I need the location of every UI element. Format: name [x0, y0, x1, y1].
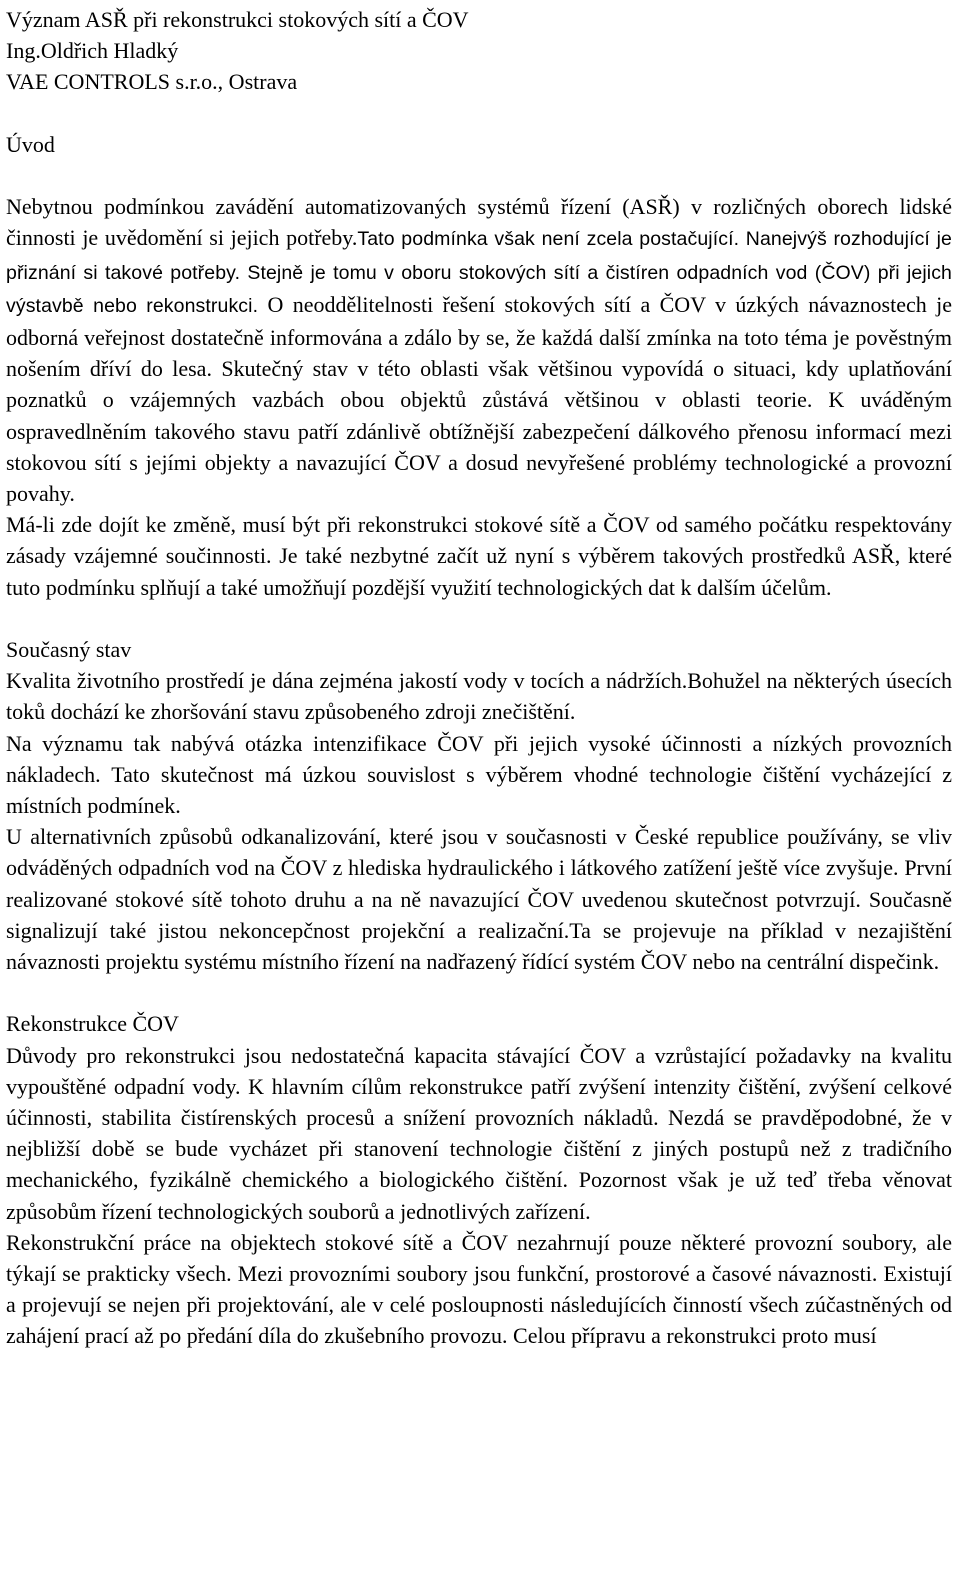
- intro-text-serif: Nebytnou podmínkou zavádění automatizovaných systémů řízení (ASŘ) v rozličných oborech lidské činnosti je uvědomění si jejich potřeby.: [6, 194, 952, 251]
- spacer: [6, 160, 952, 191]
- intro-paragraph-1: [6, 191, 952, 509]
- current-paragraph-2: Na významu tak nabývá otázka intenzifikace ČOV při jejich vysoké účinnosti a nízkých provozních nákladech. Tato skutečnost má úzkou souvislost s výběrem vhodné technologie čištění vycházející z místních podmínek.: [6, 730, 952, 819]
- section-heading-reconstruction: Rekonstrukce ČOV: [6, 1011, 179, 1037]
- document-page: [6, 4, 952, 1352]
- document-title: Význam ASŘ při rekonstrukci stokových sítí a ČOV: [6, 7, 469, 32]
- intro-text-rest: O neoddělitelnosti řešení stokových sítí a ČOV v úzkých návaznostech je odborná veřejnost dostatečně informována a zdálo by se, že každá další zmínka na toto téma je pověstným nošením dříví do lesa. Skutečný stav v této oblasti však většinou vypovídá o situaci, kdy uplatňování poznatků o vzájemných vazbách obou objektů zůstává většinou v oblasti teorie. K uváděným ospravedlněním takového stavu patří zdánlivě obtížnější zabezpečení dálkového přenosu informací mezi stokovou sítí s jejími objekty a navazující ČOV a dosud nevyřešené problémy technologické a provozní povahy.: [6, 291, 952, 507]
- section-heading-current: Současný stav: [6, 637, 132, 663]
- spacer: [6, 977, 952, 1008]
- reconstruction-paragraph-2: Rekonstrukční práce na objektech stokové sítě a ČOV nezahrnují pouze některé provozní soubory, ale týkají se prakticky všech. Mezi provozními soubory jsou funkční, prostorové a časové návaznosti. Existují a projevují se nejen při projektování, ale v celé posloupnosti následujících činností všech zúčastněných od zahájení prací až po předání díla do zkušebního provozu. Celou přípravu a rekonstrukci proto musí: [6, 1229, 952, 1349]
- current-paragraph-3: U alternativních způsobů odkanalizování, které jsou v současnosti v České republice používány, se vliv odváděných odpadních vod na ČOV z hlediska hydraulického i látkového zatížení ještě více zvyšuje. První realizované stokové sítě tohoto druhu a na ně navazující ČOV uvedenou skutečnost potvrzují. Současně signalizují také jistou nekoncepčnost projekční a realizační.Ta se projevuje na příklad v nezajištění návaznosti projektu systému místního řízení na nadřazený řídící systém ČOV nebo na centrální dispečink.: [6, 824, 952, 975]
- reconstruction-paragraph-1: Důvody pro rekonstrukci jsou nedostatečná kapacita stávající ČOV a vzrůstající požadavky na kvalitu vypouštěné odpadní vody. K hlavním cílům rekonstrukce patří zvýšení intenzity čištění, zvýšení celkové účinnosti, stabilita čistírenských procesů a snížení provozních nákladů. Nezdá se pravděpodobné, že v nejbližší době se bude vycházet při stanovení technologie čištění z jiných postupů než z tradičního mechanického, fyzikálně chemického a biologického čištění. Pozornost však je už teď třeba věnovat způsobům řízení technologických souborů a jednotlivých zařízení.: [6, 1042, 952, 1224]
- spacer: [6, 603, 952, 634]
- intro-text-sans: Tato podmínka však není zcela postačující. Nanejvýš rozhodující je přiznání si takové potřeby. Stejně je tomu v oboru stokových sítí a čistíren odpadních vod (ČOV) při jejich výstavbě nebo rekonstrukci.: [6, 228, 952, 317]
- intro-paragraph-2: Má-li zde dojít ke změně, musí být při rekonstrukci stokové sítě a ČOV od samého počátku respektovány zásady vzájemné součinnosti. Je také nezbytné začít už nyní s výběrem takových prostředků ASŘ, které tuto podmínku splňují a také umožňují pozdější využití technologických dat k dalším účelům.: [6, 512, 952, 600]
- spacer: [6, 98, 952, 129]
- section-heading-intro: Úvod: [6, 131, 55, 157]
- current-paragraph-1: Kvalita životního prostředí je dána zejména jakostí vody v tocích a nádržích.Bohužel na některých úsecích toků dochází ke zhoršování stavu způsobeného zdroji znečištění.: [6, 668, 952, 725]
- author-name: Ing.Oldřich Hladký: [6, 38, 179, 64]
- company-name: VAE CONTROLS s.r.o., Ostrava: [6, 69, 298, 95]
